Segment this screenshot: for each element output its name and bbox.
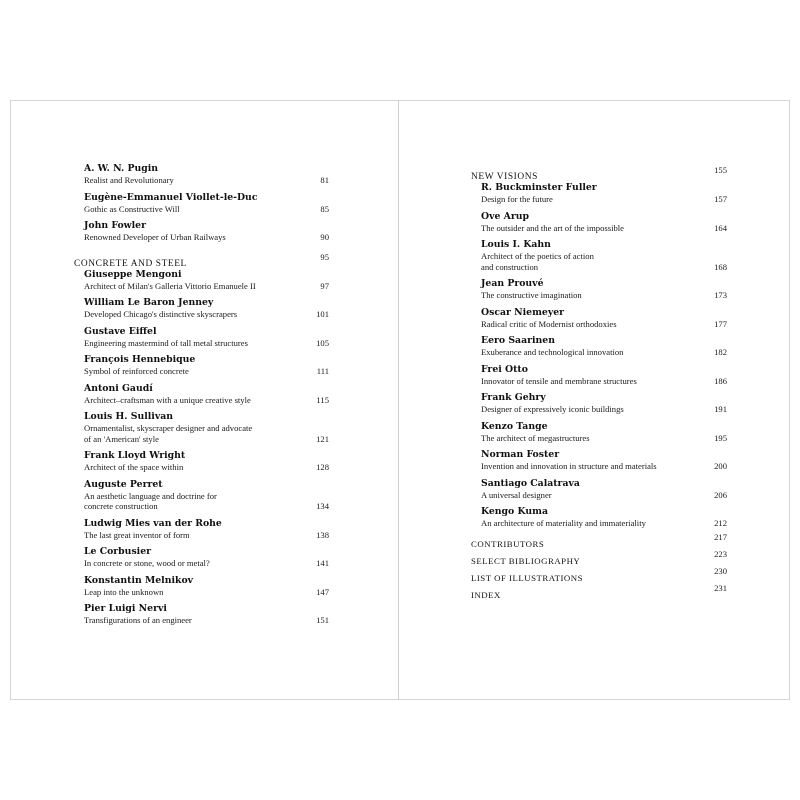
toc-entry-page-number: 151: [316, 615, 329, 625]
toc-group-left-bottom: [74, 269, 329, 626]
toc-entry-page-number: 81: [320, 175, 329, 185]
toc-entry: [471, 335, 727, 358]
toc-entry-page-number: 121: [316, 433, 329, 444]
toc-entry: [74, 575, 329, 598]
toc-entry-name: Ove Arup: [481, 210, 530, 222]
toc-entry-page-number: 85: [320, 203, 329, 214]
toc-entry: [471, 506, 727, 529]
toc-entry-page-number: 168: [714, 261, 727, 272]
backmatter-page-number: 231: [714, 583, 727, 593]
toc-entry: [471, 307, 727, 330]
toc-entry: [471, 478, 727, 501]
toc-entry-name: John Fowler: [84, 220, 146, 231]
toc-entry-page-number: 191: [714, 404, 727, 414]
toc-backmatter-item: [471, 566, 727, 583]
toc-entry-subtitle: and construction: [481, 261, 539, 272]
toc-entry-subtitle: An architecture of materiality and immateriality: [481, 518, 646, 528]
toc-entry-subtitle: Symbol of reinforced concrete: [84, 366, 189, 376]
toc-entry: [471, 449, 727, 472]
toc-entry-name: Frei Otto: [481, 363, 528, 375]
toc-entry-name: Ludwig Mies van der Rohe: [84, 517, 222, 529]
toc-entry: [471, 239, 727, 272]
toc-entry-subtitle: The last great inventor of form: [84, 529, 190, 540]
toc-entry: [74, 220, 329, 243]
toc-entry-page-number: 157: [714, 194, 727, 204]
toc-entry-name: Norman Foster: [481, 449, 560, 460]
backmatter-page-number: 223: [714, 549, 727, 559]
backmatter-title: CONTRIBUTORS: [471, 539, 545, 549]
toc-entry-subtitle: The constructive imagination: [481, 290, 582, 300]
toc-entry-name: Le Corbusier: [84, 546, 152, 557]
toc-entry-subtitle: A universal designer: [481, 489, 552, 500]
left-page-toc: [74, 163, 329, 632]
toc-entry-subtitle: Exuberance and technological innovation: [481, 347, 624, 357]
toc-entry-name: Jean Prouvé: [481, 278, 544, 289]
toc-entry-name: Santiago Calatrava: [481, 477, 580, 489]
toc-entry-page-number: 138: [316, 529, 329, 540]
toc-entry-name: Pier Luigi Nervi: [84, 603, 167, 614]
toc-entry-subtitle: Architect of the poetics of action: [481, 251, 594, 261]
toc-entry-name: Frank Lloyd Wright: [84, 450, 186, 461]
toc-entry-name: Antoni Gaudí: [84, 382, 153, 394]
toc-backmatter: [471, 532, 727, 600]
toc-entry-page-number: 206: [714, 489, 727, 500]
toc-entry-name: William Le Baron Jenney: [84, 297, 214, 308]
toc-entry-page-number: 212: [714, 518, 727, 528]
toc-entry-page-number: 97: [320, 280, 329, 291]
section-title: CONCRETE AND STEEL: [74, 258, 187, 269]
toc-entry-subtitle: Leap into the unknown: [84, 586, 164, 597]
toc-entry-name: Konstantin Melnikov: [84, 574, 194, 586]
toc-entry-subtitle: The architect of megastructures: [481, 432, 590, 443]
toc-group-left-top: [74, 163, 329, 243]
toc-entry-page-number: 90: [320, 232, 329, 242]
toc-entry-name: Kenzo Tange: [481, 420, 548, 432]
toc-entry-page-number: 101: [316, 309, 329, 319]
toc-entry-subtitle: In concrete or stone, wood or metal?: [84, 558, 210, 568]
toc-backmatter-item: [471, 532, 727, 549]
toc-entry-page-number: 141: [316, 558, 329, 568]
toc-entry: [471, 392, 727, 415]
toc-entry-name: Louis I. Kahn: [481, 239, 551, 250]
toc-entry-page-number: 164: [714, 222, 727, 233]
section-title: NEW VISIONS: [471, 172, 538, 182]
backmatter-page-number: 217: [714, 532, 727, 542]
toc-group-right: [471, 182, 727, 529]
toc-entry-subtitle: concrete construction: [84, 501, 158, 511]
toc-entry: [74, 383, 329, 406]
toc-entry-subtitle: Architect of the space within: [84, 462, 184, 472]
toc-entry: [471, 211, 727, 234]
toc-entry-subtitle: Renowned Developer of Urban Railways: [84, 232, 226, 242]
toc-entry-name: François Hennebique: [84, 354, 196, 365]
toc-entry-page-number: 134: [316, 501, 329, 511]
toc-entry-name: A. W. N. Pugin: [84, 163, 159, 174]
toc-entry-page-number: 147: [316, 586, 329, 597]
backmatter-title: LIST OF ILLUSTRATIONS: [471, 573, 583, 583]
toc-entry-name: Giuseppe Mengoni: [84, 268, 182, 280]
toc-entry-name: Kengo Kuma: [481, 506, 548, 517]
toc-entry-page-number: 173: [714, 290, 727, 300]
right-page-toc: [471, 164, 727, 535]
toc-entry: [74, 269, 329, 292]
toc-entry-subtitle: Architect–craftsman with a unique creative style: [84, 394, 251, 405]
section-page-number: 95: [320, 251, 329, 262]
toc-backmatter-item: [471, 583, 727, 600]
toc-entry-page-number: 195: [714, 432, 727, 443]
toc-entry: [74, 354, 329, 377]
toc-entry-subtitle: Gothic as Constructive Will: [84, 203, 180, 214]
toc-section-new-visions: [471, 164, 727, 182]
toc-entry: [74, 297, 329, 320]
toc-entry: [74, 192, 329, 215]
toc-entry-subtitle: Transfigurations of an engineer: [84, 615, 192, 625]
toc-entry-page-number: 182: [714, 347, 727, 357]
toc-section-concrete-and-steel: [74, 251, 329, 269]
toc-entry: [74, 546, 329, 569]
page-gutter: [398, 100, 399, 700]
toc-entry-subtitle: Engineering mastermind of tall metal structures: [84, 337, 248, 348]
toc-entry-name: Eugène-Emmanuel Viollet-le-Duc: [84, 191, 258, 203]
toc-entry-name: Eero Saarinen: [481, 335, 555, 346]
toc-entry-page-number: 115: [316, 394, 329, 405]
toc-entry-subtitle: of an 'American' style: [84, 433, 159, 444]
toc-entry-page-number: 200: [714, 461, 727, 471]
toc-entry-subtitle: Design for the future: [481, 194, 553, 204]
toc-entry-subtitle: Radical critic of Modernist orthodoxies: [481, 318, 617, 329]
toc-entry: [74, 163, 329, 186]
toc-entry-name: Louis H. Sullivan: [84, 411, 174, 422]
toc-entry-subtitle: The outsider and the art of the impossible: [481, 222, 624, 233]
toc-entry: [74, 518, 329, 541]
toc-entry-name: Gustave Eiffel: [84, 325, 157, 337]
toc-entry-page-number: 186: [714, 375, 727, 386]
section-page-number: 155: [714, 165, 727, 175]
toc-entry-name: R. Buckminster Fuller: [481, 182, 597, 193]
toc-entry: [471, 182, 727, 205]
toc-entry: [74, 479, 329, 512]
toc-entry: [471, 421, 727, 444]
toc-entry-name: Oscar Niemeyer: [481, 306, 565, 318]
toc-entry: [74, 326, 329, 349]
toc-entry-subtitle: Realist and Revolutionary: [84, 175, 174, 185]
toc-entry-subtitle: Developed Chicago's distinctive skyscrapers: [84, 309, 238, 319]
toc-entry-page-number: 105: [316, 337, 329, 348]
toc-entry-subtitle: Architect of Milan's Galleria Vittorio Emanuele II: [84, 280, 256, 291]
toc-entry: [74, 450, 329, 473]
toc-entry: [74, 411, 329, 444]
toc-entry-subtitle: Ornamentalist, skyscraper designer and advocate: [84, 423, 253, 433]
toc-entry-subtitle: An aesthetic language and doctrine for: [84, 490, 217, 501]
toc-entry-name: Auguste Perret: [84, 478, 163, 490]
backmatter-title: INDEX: [471, 590, 501, 600]
backmatter-page-number: 230: [714, 566, 727, 576]
toc-backmatter-item: [471, 549, 727, 566]
toc-entry: [74, 603, 329, 626]
toc-entry: [471, 364, 727, 387]
toc-entry-page-number: 177: [714, 318, 727, 329]
toc-entry-name: Frank Gehry: [481, 392, 546, 403]
toc-entry-subtitle: Designer of expressively iconic buildings: [481, 404, 624, 414]
backmatter-title: SELECT BIBLIOGRAPHY: [471, 556, 581, 566]
toc-entry-page-number: 128: [316, 462, 329, 472]
toc-entry-subtitle: Innovator of tensile and membrane structures: [481, 375, 637, 386]
toc-entry: [471, 278, 727, 301]
toc-entry-subtitle: Invention and innovation in structure and materials: [481, 461, 657, 471]
toc-entry-page-number: 111: [316, 366, 329, 376]
